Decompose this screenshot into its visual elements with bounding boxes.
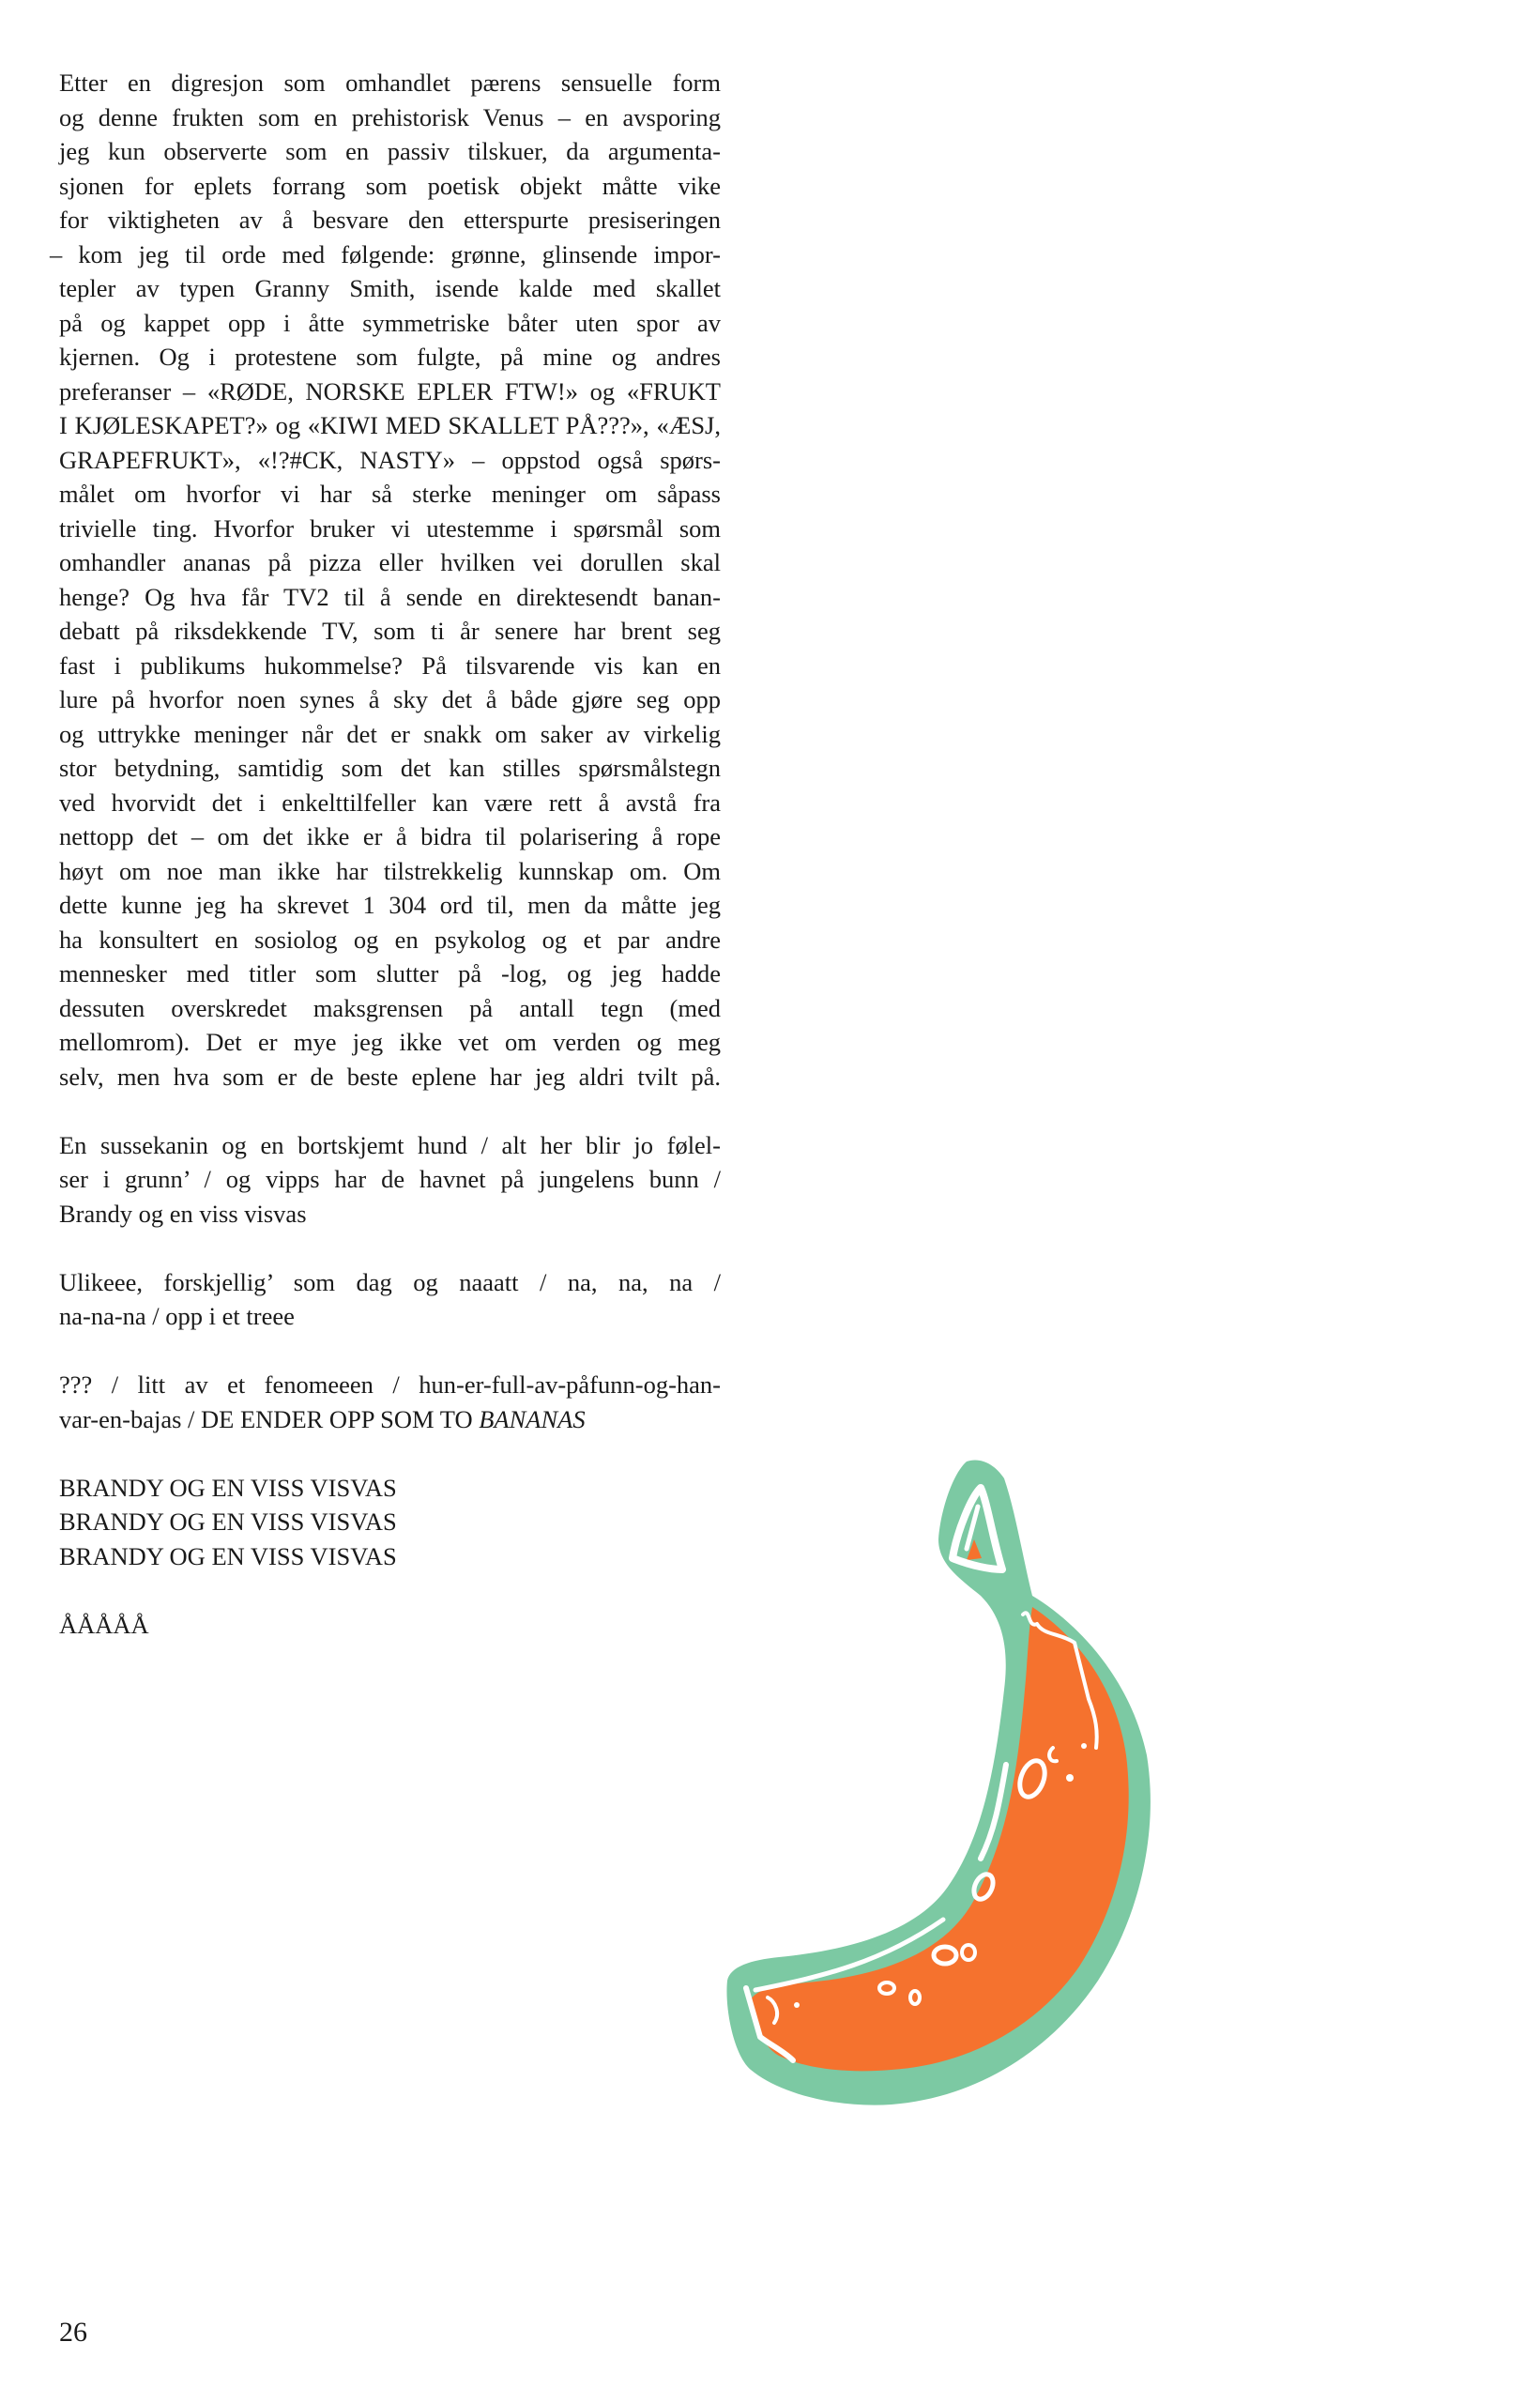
verse-line: En sussekanin og en bortskjemt hund / alt her blir jo følel- <box>59 1130 721 1159</box>
text-line: sjonen for eplets forrang som poetisk objekt måtte vike <box>59 171 721 200</box>
text-line: debatt på riksdekkende TV, som ti år senere har brent seg <box>59 617 721 645</box>
text-line: kjernen. Og i protestene som fulgte, på mine og andres <box>59 343 721 371</box>
text-line: trivielle ting. Hvorfor bruker vi utestemme i spørsmål som <box>59 513 721 543</box>
chorus-line: BRANDY OG EN VISS VISVAS <box>59 1473 397 1502</box>
text-line: og denne frukten som en prehistorisk Venus – en avsporing <box>59 102 721 131</box>
text-line: fast i publikums hukommelse? På tilsvarende vis kan en <box>59 650 721 680</box>
text-line: jeg kun observerte som en passiv tilskuer, da argumenta- <box>59 137 721 165</box>
text-line: lure på hvorfor noen synes å sky det å både gjøre seg opp <box>59 685 721 713</box>
chorus-line: BRANDY OG EN VISS VISVAS <box>59 1508 397 1536</box>
verse-3 <box>59 1368 721 1436</box>
paragraph-gap <box>59 1436 721 1471</box>
text-line: GRAPEFRUKT», «!?#CK, NASTY» – oppstod også spørs- <box>59 445 721 474</box>
text-line: ha konsultert en sosiolog og en psykolog og et par andre <box>59 925 721 954</box>
text-line: selv, men hva som er de beste eplene har jeg aldri tvilt på. <box>59 1062 721 1091</box>
verse-line <box>59 1402 721 1437</box>
text-line: høyt om noe man ikke har tilstrekkelig kunnskap om. Om <box>59 856 721 885</box>
text-line: tepler av typen Granny Smith, isende kalde med skallet <box>59 274 721 302</box>
verse-line: ??? / litt av et fenomeeen / hun-er-full-av-påfunn-og-han- <box>59 1370 721 1399</box>
text-line: for viktigheten av å besvare den etterspurte presiseringen <box>59 206 721 234</box>
verse-line: Ulikeee, forskjellig’ som dag og naaatt / na, na, na / <box>59 1267 721 1296</box>
verse-line-italic: BANANAS <box>479 1404 586 1433</box>
verse-1 <box>59 1128 721 1232</box>
chorus-line: BRANDY OG EN VISS VISVAS <box>59 1541 397 1570</box>
text-line: I KJØLESKAPET?» og «KIWI MED SKALLET PÅ???», «ÆSJ, <box>59 411 721 439</box>
text-line: på og kappet opp i åtte symmetriske båter uten spor av <box>59 308 721 337</box>
outro-line: ÅÅÅÅÅ <box>59 1610 149 1639</box>
page-number: 26 <box>59 2317 87 2348</box>
text-line: henge? Og hva får TV2 til å sende en direktesendt banan- <box>59 582 721 611</box>
text-line: – kom jeg til orde med følgende: grønne, glinsende impor- <box>50 239 721 268</box>
text-line: mennesker med titler som slutter på -log, og jeg hadde <box>59 959 721 987</box>
verse-line: ser i grunn’ / og vipps har de havnet på jungelens bunn / <box>59 1165 721 1193</box>
text-line: omhandler ananas på pizza eller hvilken vei dorullen skal <box>59 548 721 576</box>
verse-line-text: var-en-bajas / DE ENDER OPP SOM TO <box>59 1404 480 1433</box>
verse-line: na-na-na / opp i et treee <box>59 1302 295 1330</box>
paragraph-gap <box>59 1231 721 1265</box>
banana-icon <box>713 1450 1164 2117</box>
text-line: dessuten overskredet maksgrensen på antall tegn (med <box>59 993 721 1022</box>
text-line: Etter en digresjon som omhandlet pærens sensuelle form <box>59 69 721 97</box>
text-line: nettopp det – om det ikke er å bidra til polarisering å rope <box>59 822 721 850</box>
text-line: og uttrykke meninger når det er snakk om saker av virkelig <box>59 719 721 748</box>
text-line: preferanser – «RØDE, NORSKE EPLER FTW!» og «FRUKT <box>59 376 721 406</box>
verse-2 <box>59 1265 721 1334</box>
text-line: målet om hvorfor vi har så sterke meninger om såpass <box>59 480 721 508</box>
chorus <box>59 1471 721 1574</box>
paragraph-gap <box>59 1334 721 1369</box>
paragraph-gap <box>59 1573 721 1608</box>
paragraph-1 <box>50 66 721 1094</box>
text-line: mellomrom). Det er mye jeg ikke vet om verden og meg <box>59 1028 721 1056</box>
text-column <box>50 66 721 1642</box>
paragraph-gap <box>59 1094 721 1128</box>
verse-line: Brandy og en viss visvas <box>59 1199 307 1228</box>
text-line: dette kunne jeg ha skrevet 1 304 ord til, men da måtte jeg <box>59 891 721 919</box>
text-line: stor betydning, samtidig som det kan stilles spørsmålstegn <box>59 754 721 782</box>
text-line: ved hvorvidt det i enkelttilfeller kan være rett å avstå fra <box>59 788 721 817</box>
